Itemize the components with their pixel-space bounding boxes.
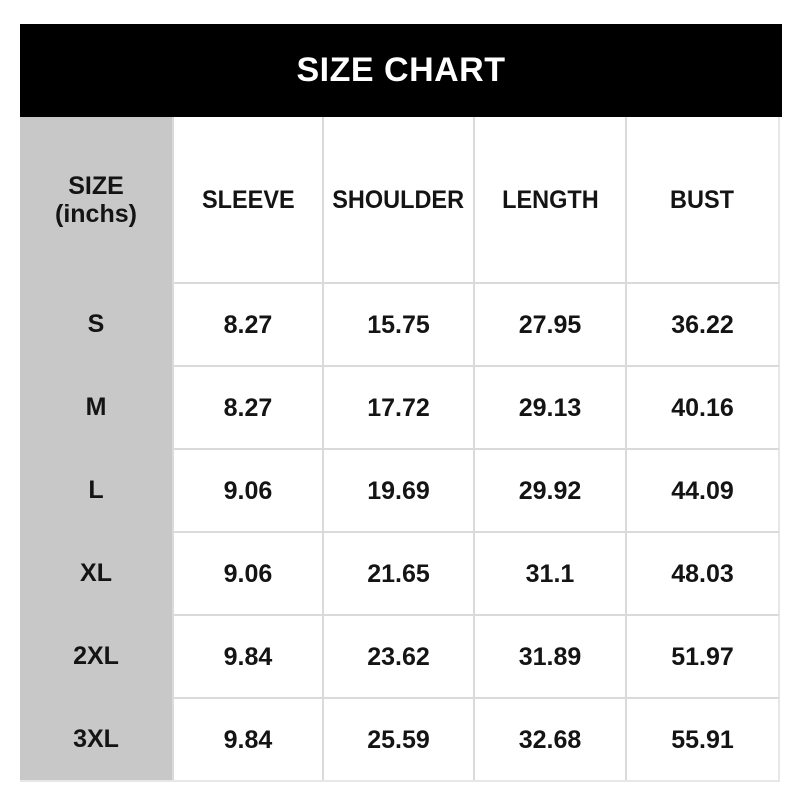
cell-l-sleeve: 9.06 (172, 448, 322, 531)
size-header-line2: (inchs) (55, 199, 137, 228)
cell-s-shoulder: 15.75 (322, 282, 473, 365)
cell-s-bust: 36.22 (625, 282, 780, 365)
column-header-bust: BUST (625, 117, 780, 282)
column-header-sleeve: SLEEVE (172, 117, 322, 282)
cell-3xl-length: 32.68 (473, 697, 625, 780)
page-title: SIZE CHART (296, 51, 506, 89)
cell-xl-bust: 48.03 (625, 531, 780, 614)
row-label-xl: XL (20, 531, 172, 614)
cell-m-shoulder: 17.72 (322, 365, 473, 448)
column-header-shoulder: SHOULDER (322, 117, 473, 282)
row-label-3xl: 3XL (20, 697, 172, 780)
cell-2xl-shoulder: 23.62 (322, 614, 473, 697)
cell-3xl-bust: 55.91 (625, 697, 780, 780)
row-label-2xl: 2XL (20, 614, 172, 697)
row-label-s: S (20, 282, 172, 365)
cell-3xl-sleeve: 9.84 (172, 697, 322, 780)
column-header-length: LENGTH (473, 117, 625, 282)
size-chart-banner (20, 24, 782, 117)
cell-xl-length: 31.1 (473, 531, 625, 614)
cell-xl-shoulder: 21.65 (322, 531, 473, 614)
cell-s-length: 27.95 (473, 282, 625, 365)
cell-m-length: 29.13 (473, 365, 625, 448)
size-unit-header (20, 117, 172, 282)
cell-2xl-bust: 51.97 (625, 614, 780, 697)
row-label-l: L (20, 448, 172, 531)
cell-s-sleeve: 8.27 (172, 282, 322, 365)
cell-xl-sleeve: 9.06 (172, 531, 322, 614)
cell-l-bust: 44.09 (625, 448, 780, 531)
cell-2xl-sleeve: 9.84 (172, 614, 322, 697)
cell-l-shoulder: 19.69 (322, 448, 473, 531)
cell-m-bust: 40.16 (625, 365, 780, 448)
cell-l-length: 29.92 (473, 448, 625, 531)
cell-3xl-shoulder: 25.59 (322, 697, 473, 780)
size-chart-table (20, 117, 780, 782)
cell-2xl-length: 31.89 (473, 614, 625, 697)
size-header-line1: SIZE (68, 171, 124, 200)
cell-m-sleeve: 8.27 (172, 365, 322, 448)
row-label-m: M (20, 365, 172, 448)
